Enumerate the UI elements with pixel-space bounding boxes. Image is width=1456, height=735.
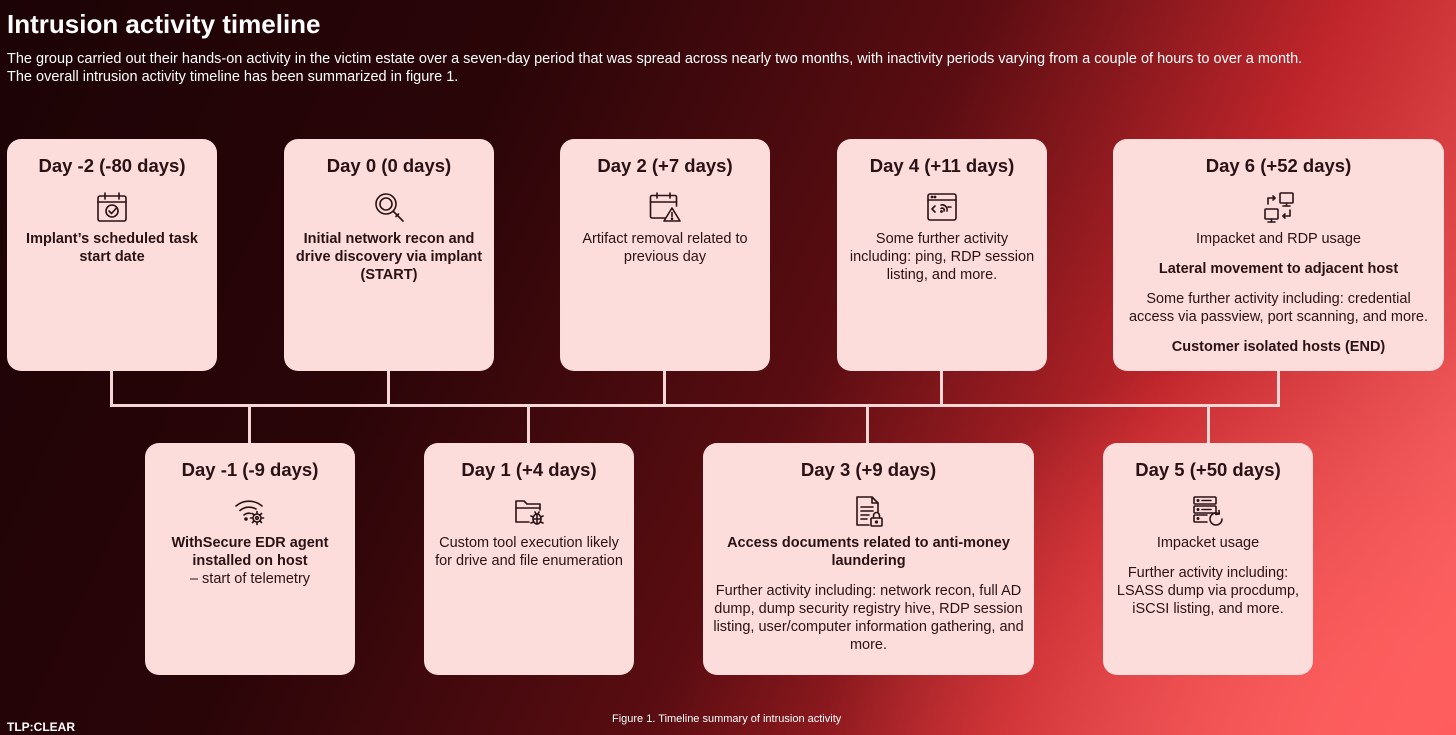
connector-day-5	[1207, 404, 1210, 444]
event-card-day-m2	[7, 139, 217, 371]
event-description: Access documents related to anti-money laundering	[727, 535, 1010, 569]
connector-day-3	[866, 404, 869, 444]
browser-signal-icon	[925, 190, 959, 224]
event-description: Impacket usage	[1156, 535, 1260, 551]
event-details: Some further activity including: credential access via passview, port scanning, and more.	[1128, 291, 1428, 325]
server-refresh-icon	[1191, 494, 1225, 528]
event-description: Initial network recon and drive discovery via implant (START)	[295, 231, 483, 283]
page-title: Intrusion activity timeline	[7, 9, 321, 39]
connector-day-1	[527, 404, 530, 444]
event-day-label: Day 6 (+52 days)	[1205, 155, 1352, 176]
wifi-gear-icon	[233, 494, 267, 528]
connector-day-m2	[110, 371, 113, 407]
event-card-day-0	[284, 139, 494, 371]
timeline-spine	[110, 404, 1280, 407]
tlp-classification: TLP:CLEAR	[7, 720, 75, 734]
event-day-label: Day -1 (-9 days)	[181, 459, 319, 480]
event-card-day-4	[837, 139, 1047, 371]
calendar-check-icon	[95, 190, 129, 224]
event-description: Artifact removal related to previous day	[582, 231, 748, 265]
calendar-warning-icon	[648, 190, 682, 224]
connector-day-4	[940, 371, 943, 407]
connector-day-2	[663, 371, 666, 407]
intro-line-2: The overall intrusion activity timeline has been summarized in figure 1.	[7, 69, 459, 85]
event-day-label: Day 5 (+50 days)	[1135, 459, 1281, 480]
event-card-day-m1	[145, 443, 355, 675]
event-card-day-2	[560, 139, 770, 371]
event-description: Implant’s scheduled task start date	[26, 231, 198, 265]
event-description: Custom tool execution likely for drive and file enumeration	[435, 535, 623, 569]
document-lock-icon	[852, 494, 886, 528]
intro-line-1: The group carried out their hands-on activity in the victim estate over a seven-day period that was spread across nearly two months, with inactivity periods varying from a couple of hours to over a month.	[7, 51, 1303, 67]
event-day-label: Day -2 (-80 days)	[38, 155, 186, 176]
figure-caption: Figure 1. Timeline summary of intrusion activity	[612, 713, 842, 725]
event-description: Impacket and RDP usage	[1196, 231, 1361, 247]
magnifier-icon	[372, 190, 406, 224]
event-card-day-5	[1103, 443, 1313, 675]
event-end-note: Customer isolated hosts (END)	[1171, 339, 1386, 355]
event-card-day-1	[424, 443, 634, 675]
connector-day-m1	[248, 404, 251, 444]
event-description: Some further activity including: ping, RDP session listing, and more.	[849, 231, 1035, 283]
connector-day-6	[1277, 371, 1280, 407]
event-details: – start of telemetry	[189, 571, 311, 587]
event-day-label: Day 2 (+7 days)	[597, 155, 733, 176]
event-description: WithSecure EDR agent installed on host	[171, 535, 329, 569]
event-card-day-6	[1113, 139, 1444, 371]
event-card-day-3	[703, 443, 1034, 675]
event-day-label: Day 4 (+11 days)	[869, 155, 1015, 176]
intro-text	[7, 50, 1427, 86]
event-day-label: Day 3 (+9 days)	[800, 459, 937, 480]
connector-day-0	[387, 371, 390, 407]
event-details: Further activity including: LSASS dump via procdump, iSCSI listing, and more.	[1116, 565, 1300, 617]
folder-bug-icon	[512, 494, 546, 528]
event-day-label: Day 1 (+4 days)	[461, 459, 597, 480]
event-details: Further activity including: network recon, full AD dump, dump security registry hive, RDP session listing, user/computer information gathering, and more.	[713, 583, 1024, 653]
computers-transfer-icon	[1262, 190, 1296, 224]
event-highlight: Lateral movement to adjacent host	[1158, 261, 1399, 277]
event-day-label: Day 0 (0 days)	[326, 155, 452, 176]
